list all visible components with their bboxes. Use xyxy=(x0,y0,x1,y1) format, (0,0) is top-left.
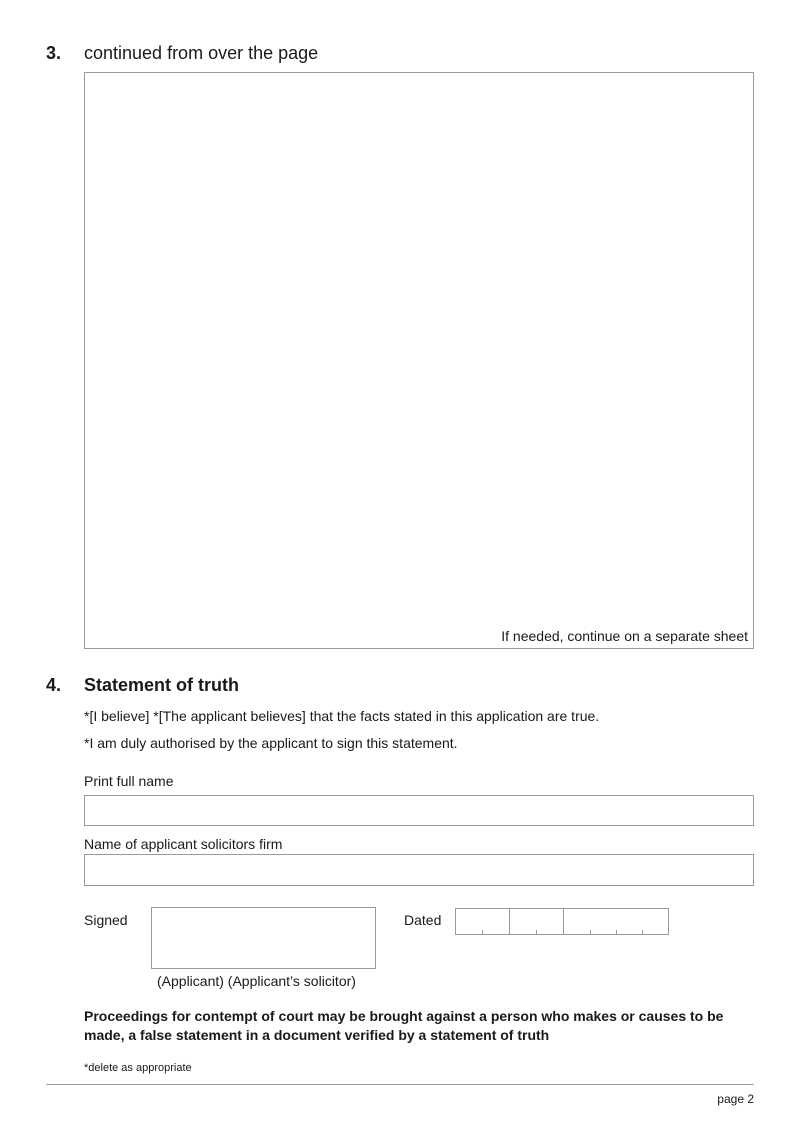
section-3-title: continued from over the page xyxy=(84,43,319,63)
print-full-name-label: Print full name xyxy=(84,773,174,789)
date-divider-tick xyxy=(536,930,537,935)
footer-divider xyxy=(46,1084,754,1085)
date-month-cell[interactable] xyxy=(510,909,564,935)
date-divider-tick xyxy=(482,930,483,935)
contempt-warning: Proceedings for contempt of court may be brought against a person who makes or causes to be made, a false statement in a document verified by a statement of truth xyxy=(84,1008,724,1043)
delete-as-appropriate-note: *delete as appropriate xyxy=(84,1062,192,1074)
print-full-name-field[interactable] xyxy=(84,795,754,826)
solicitors-firm-field[interactable] xyxy=(84,854,754,886)
date-field[interactable] xyxy=(455,908,669,935)
section-4-number: 4. xyxy=(46,675,62,695)
signature-capacity-caption: (Applicant) (Applicant’s solicitor) xyxy=(157,973,356,989)
continue-separate-sheet-hint: If needed, continue on a separate sheet xyxy=(501,628,748,644)
belief-statement: *[I believe] *[The applicant believes] that the facts stated in this application are true. xyxy=(84,708,600,724)
date-day-cell[interactable] xyxy=(456,909,510,935)
signature-box[interactable] xyxy=(151,907,376,969)
signed-label: Signed xyxy=(84,912,128,928)
dated-label: Dated xyxy=(404,912,442,928)
date-year-cell[interactable] xyxy=(564,909,668,935)
authorisation-statement: *I am duly authorised by the applicant to sign this statement. xyxy=(84,735,458,751)
section-3-number: 3. xyxy=(46,43,62,63)
date-divider-tick xyxy=(616,930,617,935)
section-4-title: Statement of truth xyxy=(84,675,239,695)
page-number: page 2 xyxy=(717,1092,754,1106)
solicitors-firm-label: Name of applicant solicitors firm xyxy=(84,836,283,852)
continuation-textarea[interactable] xyxy=(84,72,754,649)
date-divider-tick xyxy=(642,930,643,935)
date-divider-tick xyxy=(590,930,591,935)
